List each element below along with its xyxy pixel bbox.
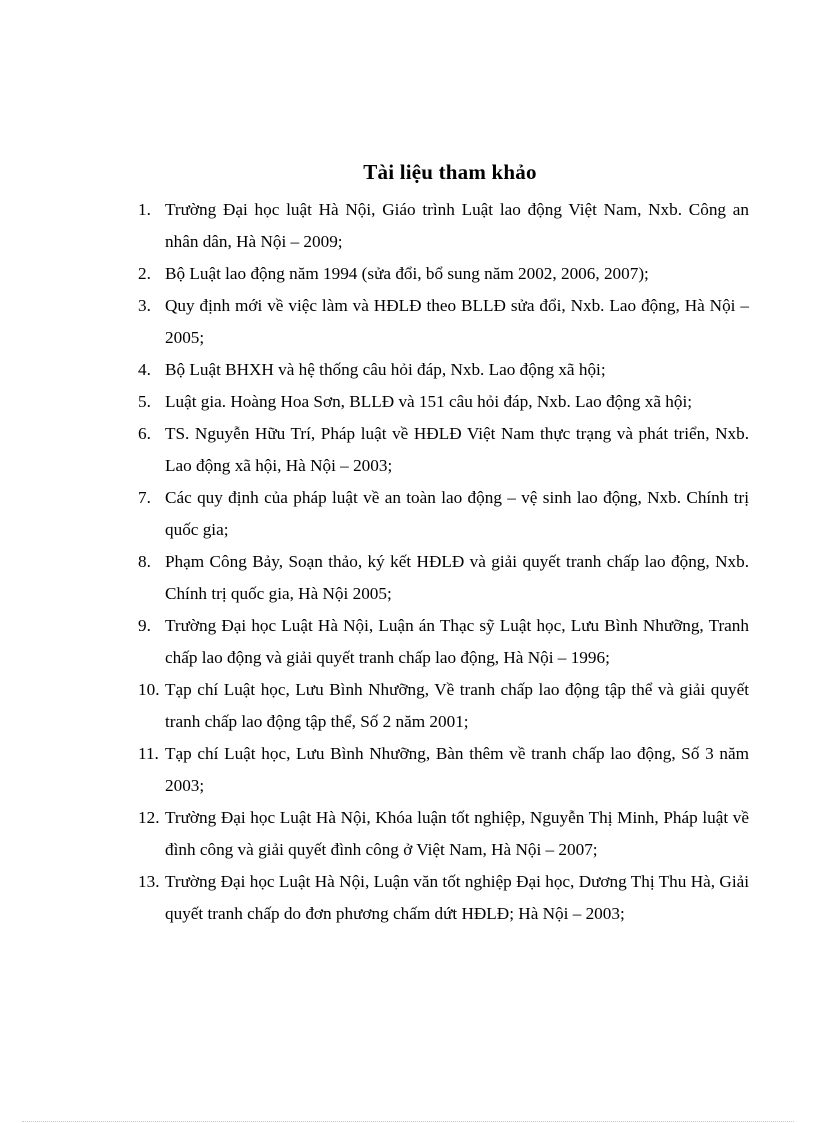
reference-item bbox=[138, 482, 749, 546]
reference-item bbox=[138, 738, 749, 802]
reference-number: 12. bbox=[138, 808, 160, 827]
reference-item bbox=[138, 610, 749, 674]
reference-text: Luật gia. Hoàng Hoa Sơn, BLLĐ và 151 câu hỏi đáp, Nxb. Lao động xã hội; bbox=[165, 392, 692, 411]
reference-number: 2. bbox=[138, 264, 151, 283]
page-title: Tài liệu tham khảo bbox=[363, 160, 537, 184]
reference-item bbox=[138, 354, 749, 386]
reference-number: 3. bbox=[138, 296, 151, 315]
reference-text: Bộ Luật BHXH và hệ thống câu hỏi đáp, Nxb. Lao động xã hội; bbox=[165, 360, 606, 379]
reference-number: 5. bbox=[138, 392, 151, 411]
reference-number: 7. bbox=[138, 488, 151, 507]
reference-text: Quy định mới về việc làm và HĐLĐ theo BLLĐ sửa đổi, Nxb. Lao động, Hà Nội – 2005; bbox=[165, 296, 749, 347]
reference-number: 11. bbox=[138, 744, 159, 763]
reference-text: Tạp chí Luật học, Lưu Bình Nhưỡng, Bàn thêm về tranh chấp lao động, Số 3 năm 2003; bbox=[165, 744, 749, 795]
reference-item bbox=[138, 258, 749, 290]
reference-text: Trường Đại học Luật Hà Nội, Khóa luận tốt nghiệp, Nguyễn Thị Minh, Pháp luật về đình công và giải quyết đình công ở Việt Nam, Hà Nội – 2007; bbox=[165, 808, 749, 859]
reference-text: Các quy định của pháp luật về an toàn lao động – vệ sinh lao động, Nxb. Chính trị quốc gia; bbox=[165, 488, 749, 539]
reference-item bbox=[138, 386, 749, 418]
reference-item bbox=[138, 866, 749, 930]
reference-number: 4. bbox=[138, 360, 151, 379]
reference-number: 6. bbox=[138, 424, 151, 443]
reference-text: Trường Đại học Luật Hà Nội, Luận văn tốt nghiệp Đại học, Dương Thị Thu Hà, Giải quyết tranh chấp do đơn phương chấm dứt HĐLĐ; Hà Nội – 2003; bbox=[165, 872, 749, 923]
reference-text: Tạp chí Luật học, Lưu Bình Nhưỡng, Về tranh chấp lao động tập thể và giải quyết tranh chấp lao động tập thể, Số 2 năm 2001; bbox=[165, 680, 749, 731]
reference-item bbox=[138, 194, 749, 258]
reference-item bbox=[138, 674, 749, 738]
reference-number: 8. bbox=[138, 552, 151, 571]
reference-item bbox=[138, 546, 749, 610]
reference-item bbox=[138, 802, 749, 866]
reference-item bbox=[138, 418, 749, 482]
reference-text: Trường Đại học Luật Hà Nội, Luận án Thạc sỹ Luật học, Lưu Bình Nhưỡng, Tranh chấp lao động và giải quyết tranh chấp lao động, Hà Nội – 1996; bbox=[165, 616, 749, 667]
reference-item bbox=[138, 290, 749, 354]
page-bottom-divider bbox=[22, 1121, 794, 1122]
reference-number: 9. bbox=[138, 616, 151, 635]
reference-text: Trường Đại học luật Hà Nội, Giáo trình Luật lao động Việt Nam, Nxb. Công an nhân dân, Hà Nội – 2009; bbox=[165, 200, 749, 251]
reference-text: TS. Nguyễn Hữu Trí, Pháp luật về HĐLĐ Việt Nam thực trạng và phát triển, Nxb. Lao động xã hội, Hà Nội – 2003; bbox=[165, 424, 749, 475]
reference-number: 10. bbox=[138, 680, 160, 699]
reference-text: Bộ Luật lao động năm 1994 (sửa đổi, bổ sung năm 2002, 2006, 2007); bbox=[165, 264, 649, 283]
reference-text: Phạm Công Bảy, Soạn thảo, ký kết HĐLĐ và giải quyết tranh chấp lao động, Nxb. Chính trị quốc gia, Hà Nội 2005; bbox=[165, 552, 749, 603]
reference-number: 13. bbox=[138, 872, 160, 891]
reference-list bbox=[138, 194, 749, 930]
reference-number: 1. bbox=[138, 200, 151, 219]
